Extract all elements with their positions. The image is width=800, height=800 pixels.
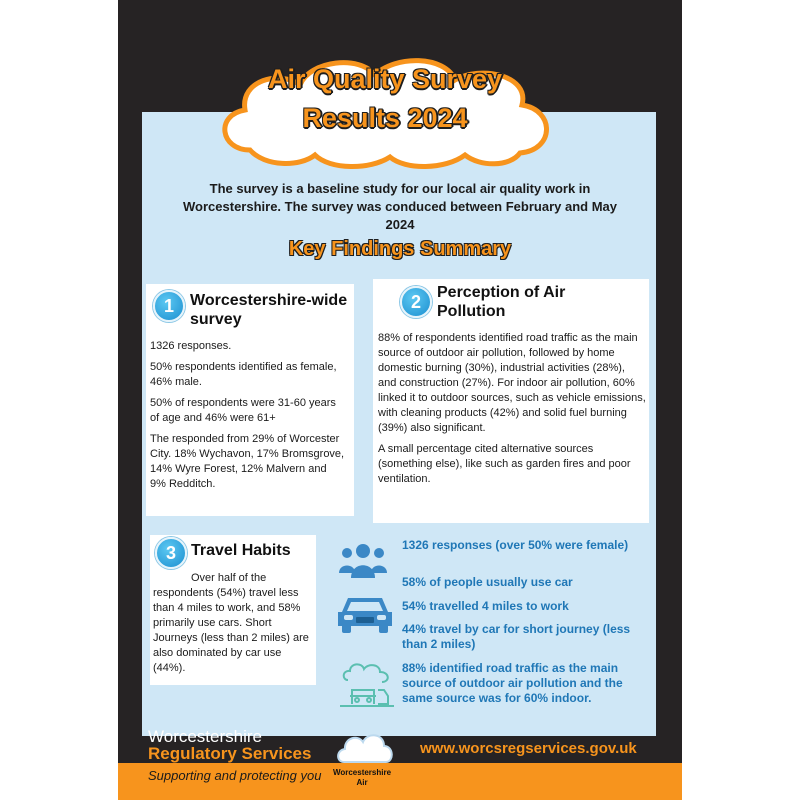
org-tagline: Supporting and protecting you [148,768,322,783]
worcestershire-air-logo-text [322,768,402,788]
section-1-paragraph: The responded from 29% of Worcester City. 18% Wychavon, 17% Bromsgrove, 14% Wyre Forest, 12% Malvern and 9% Redditch. [150,433,345,490]
section-1-body [150,339,345,498]
section-1-paragraph: 1326 responses. [150,340,232,352]
section-2-number-badge: 2 [400,286,432,318]
stat-responses: 1326 responses (over 50% were female) [402,538,629,552]
people-group-icon [338,543,388,579]
org-name-line-2: Regulatory Services [148,744,312,763]
section-1-paragraph: 50% of respondents were 31-60 years of age and 46% were 61+ [150,397,336,424]
section-3-heading: Travel Habits [191,542,291,559]
org-name-line-1: Worcestershire [148,727,262,746]
section-1-number-badge: 1 [153,290,185,322]
section-1-heading: Worcestershire-wide survey [190,292,348,328]
section-2-body [378,331,646,493]
key-findings-heading: Key Findings Summary [288,238,512,260]
stat-travel-distance: 54% travelled 4 miles to work [402,599,569,613]
stat-road-traffic: 88% identified road traffic as the main source of outdoor air pollution and the same source was for 60% indoor. [402,661,623,705]
logo-text-line-1: Worcestershire [332,768,392,777]
title-line-2: Results 2024 [302,103,468,133]
title-line-1: Air Quality Survey [267,64,503,94]
website-link[interactable]: www.worcsregservices.gov.uk [420,740,637,757]
traffic-pollution-icon [338,660,396,710]
stat-car-use: 58% of people usually use car [402,575,573,589]
intro-text: The survey is a baseline study for our local air quality work in Worcestershire. The survey was conduced between February and May 2024 [183,181,617,232]
page-title [210,60,560,138]
section-2-paragraph: A small percentage cited alternative sources (something else), like such as garden fires and poor ventilation. [378,443,631,485]
car-icon [336,592,394,634]
section-3-number-badge: 3 [155,537,187,569]
logo-text-line-2: Air [356,778,368,787]
section-2-heading: Perception of Air Pollution [437,284,566,320]
worcestershire-air-cloud-logo [336,730,396,766]
section-1-paragraph: 50% respondents identified as female, 46% male. [150,361,337,388]
section-2-paragraph: 88% of respondents identified road traffic as the main source of outdoor air pollution, followed by home domestic burning (30%), industrial activities (28%), and construction (27%). For indoor air pollution, 60% linked it to outdoor sources, such as vehicle emissions, with cleaning products (42%) and solid fuel burning (39%) also significant. [378,332,646,434]
section-3-body: Over half of the respondents (54%) travel less than 4 miles to work, and 58% primarily use cars. Short Journeys (less than 2 miles) are also dominated by car use (44%). [153,572,309,674]
stat-short-journey: 44% travel by car for short journey (less than 2 miles) [402,622,631,651]
